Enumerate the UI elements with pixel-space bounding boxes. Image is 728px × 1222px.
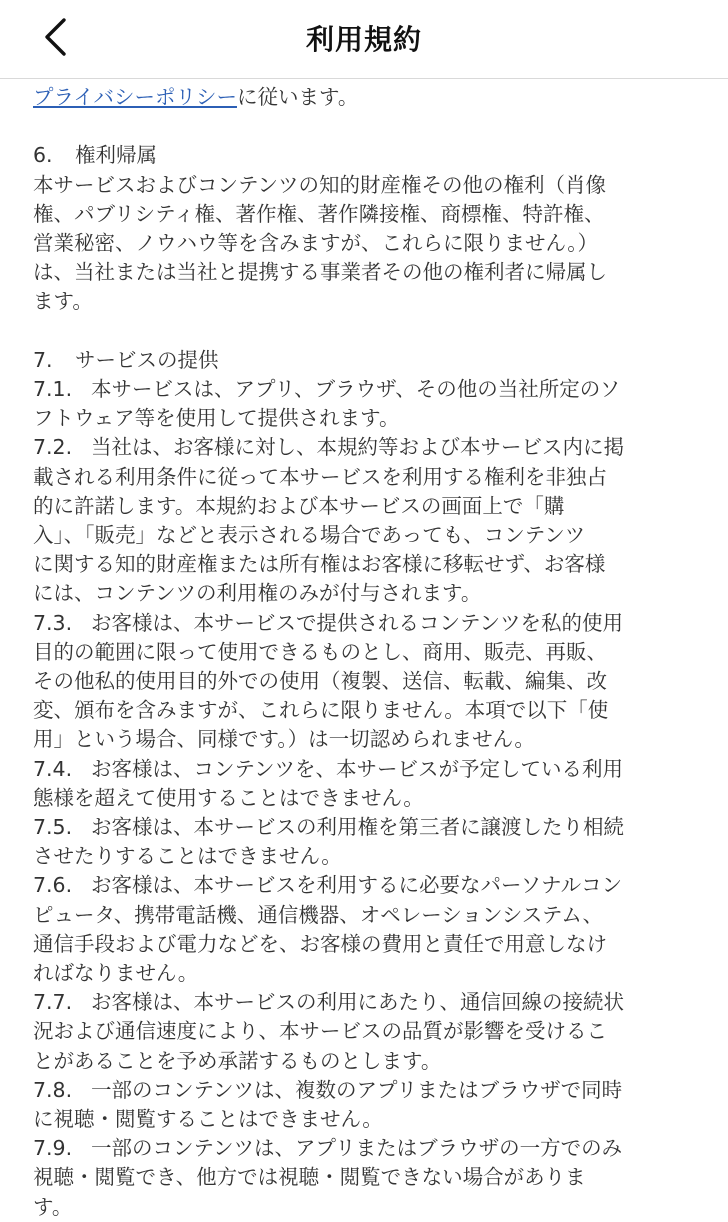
- clause-line: [33, 1047, 701, 1076]
- clause-text: 当社は、お客様に対し、本規約等および本サービス内に掲: [91, 435, 624, 460]
- clause-line: [33, 813, 701, 842]
- terms-content[interactable]: [0, 78, 728, 1219]
- clause-line: [33, 667, 701, 696]
- clause-text: 用」という場合、同様です。）は一切認められません。: [33, 727, 535, 752]
- clause-text: お客様は、本サービスの利用にあたり、通信回線の接続状: [91, 990, 624, 1015]
- body-line: 営業秘密、ノウハウ等を含みますが、これらに限りません。）: [33, 231, 598, 255]
- clause-text: 況および通信速度により、本サービスの品質が影響を受けるこ: [33, 1019, 607, 1044]
- clause-text: フトウェア等を使用して提供されます。: [33, 406, 400, 431]
- body-line: は、当社または当社と提携する事業者その他の権利者に帰属し: [33, 260, 607, 285]
- clause-line: [33, 755, 701, 784]
- clause-line: [33, 375, 701, 404]
- section-title: 権利帰属: [75, 143, 157, 168]
- clause-item: [33, 871, 701, 988]
- clause-line: [33, 1134, 701, 1163]
- clause-text: 目的の範囲に限って使用できるものとし、商用、販売、再販、: [33, 639, 607, 664]
- clause-line: [33, 404, 701, 433]
- body-line: 権、パブリシティ権、著作権、著作隣接権、商標権、特許権、: [33, 201, 605, 226]
- clause-line: [33, 1076, 701, 1105]
- clause-text: 的に許諾します。本規約および本サービスの画面上で「購: [33, 493, 565, 518]
- clause-text: に視聴・閲覧することはできません。: [33, 1107, 383, 1132]
- section-6-body: [33, 171, 701, 317]
- clause-line: [33, 1163, 701, 1192]
- clause-text: 変、頒布を含みますが、これらに限りません。本項で以下「使: [33, 698, 609, 723]
- clause-number: 7.3.: [33, 610, 73, 635]
- clause-text: お客様は、コンテンツを、本サービスが予定している利用: [91, 756, 623, 781]
- clause-text: 入」、「販売」などと表示される場合であっても、コンテンツ: [33, 523, 586, 548]
- spacer: [33, 317, 701, 346]
- clause-text: 載される利用条件に従って本サービスを利用する権利を非独占: [33, 464, 607, 489]
- clause-text: 一部のコンテンツは、複数のアプリまたはブラウザで同時: [91, 1077, 623, 1102]
- clause-line: [33, 579, 701, 608]
- clause-line: [33, 725, 701, 754]
- clause-text: ればなりません。: [33, 961, 199, 986]
- clause-number: 7.8.: [33, 1077, 73, 1102]
- clause-item: [33, 433, 701, 608]
- clause-number: 7.7.: [33, 990, 73, 1015]
- clause-text: す。: [33, 1194, 73, 1219]
- clause-line: [33, 784, 701, 813]
- clause-text: には、コンテンツの利用権のみが付与されます。: [33, 581, 482, 606]
- clause-line: [33, 1193, 701, 1222]
- clause-line: [33, 901, 701, 930]
- body-line: ます。: [33, 289, 93, 314]
- clause-text: 通信手段および電力などを、お客様の費用と責任で用意しなけ: [33, 931, 607, 956]
- clause-text: お客様は、本サービスで提供されるコンテンツを私的使用: [91, 610, 623, 635]
- clause-line: [33, 871, 701, 900]
- clause-text: 視聴・閲覧でき、他方では視聴・閲覧できない場合がありま: [33, 1165, 586, 1190]
- clause-line: [33, 1105, 701, 1134]
- clause-line: [33, 959, 701, 988]
- clause-item: [33, 1076, 701, 1134]
- privacy-policy-link[interactable]: プライバシーポリシー: [33, 85, 237, 109]
- clause-item: [33, 609, 701, 755]
- clause-line: [33, 521, 701, 550]
- clause-item: [33, 375, 701, 433]
- body-line: 本サービスおよびコンテンツの知的財産権その他の権利（肖像: [33, 172, 606, 197]
- intro-line: [33, 83, 701, 112]
- spacer: [33, 112, 701, 141]
- clause-line: [33, 638, 701, 667]
- clause-line: [33, 930, 701, 959]
- app-header: [0, 0, 728, 79]
- clause-line: [33, 433, 701, 462]
- section-6-heading: [33, 141, 701, 170]
- page-title: 利用規約: [305, 23, 422, 56]
- clause-number: 7.9.: [33, 1136, 73, 1161]
- clause-number: 7.5.: [33, 815, 73, 840]
- clause-line: [33, 609, 701, 638]
- clause-text: に関する知的財産権または所有権はお客様に移転せず、お客様: [33, 552, 606, 577]
- section-7-items: [33, 375, 701, 1222]
- clause-number: 7.4.: [33, 756, 73, 781]
- clause-number: 7.2.: [33, 435, 73, 460]
- clause-text: 態様を超えて使用することはできません。: [33, 785, 424, 810]
- clause-number: 7.6.: [33, 873, 73, 898]
- clause-text: お客様は、本サービスを利用するに必要なパーソナルコン: [91, 873, 623, 898]
- section-number: 7.: [33, 347, 53, 372]
- section-7-heading: [33, 346, 701, 375]
- clause-item: [33, 988, 701, 1076]
- clause-item: [33, 1134, 701, 1222]
- clause-line: [33, 492, 701, 521]
- clause-line: [33, 550, 701, 579]
- clause-text: とがあることを予め承諾するものとします。: [33, 1048, 442, 1073]
- clause-item: [33, 755, 701, 813]
- clause-line: [33, 463, 701, 492]
- clause-text: お客様は、本サービスの利用権を第三者に譲渡したり相続: [91, 815, 624, 840]
- clause-text: 本サービスは、アプリ、ブラウザ、その他の当社所定のソ: [91, 377, 621, 401]
- section-number: 6.: [33, 143, 53, 168]
- section-title: サービスの提供: [75, 347, 219, 372]
- clause-text: 一部のコンテンツは、アプリまたはブラウザの一方でのみ: [91, 1136, 623, 1161]
- clause-text: ピュータ、携帯電話機、通信機器、オペレーションシステム、: [33, 902, 604, 927]
- intro-text: に従います。: [236, 85, 359, 109]
- clause-item: [33, 813, 701, 871]
- clause-line: [33, 696, 701, 725]
- terms-text: [33, 83, 701, 1222]
- clause-text: その他私的使用目的外での使用（複製、送信、転載、編集、改: [33, 669, 607, 694]
- clause-line: [33, 1017, 701, 1046]
- clause-number: 7.1.: [33, 377, 73, 401]
- clause-line: [33, 842, 701, 871]
- clause-line: [33, 988, 701, 1017]
- clause-text: させたりすることはできません。: [33, 844, 342, 869]
